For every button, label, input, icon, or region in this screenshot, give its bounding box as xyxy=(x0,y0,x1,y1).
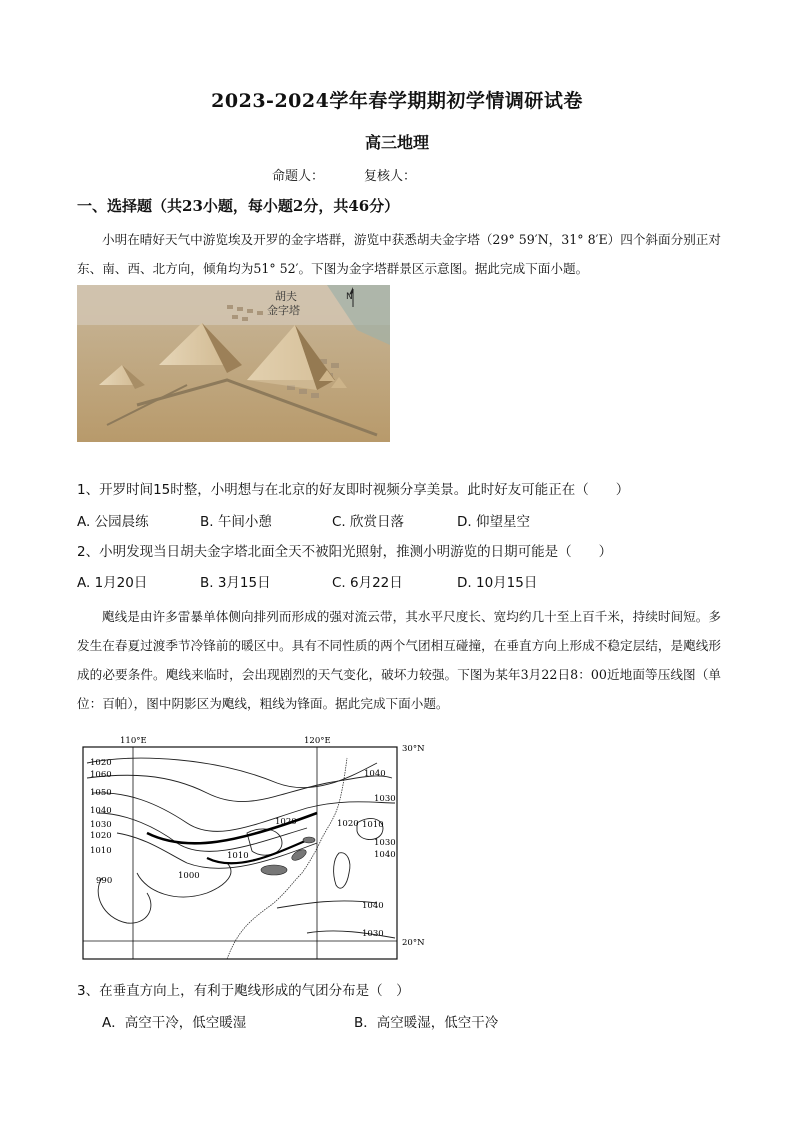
isobar-label: 1040 xyxy=(374,850,396,860)
khufu-label-line2: 金字塔 xyxy=(267,304,300,317)
q3-option-a[interactable]: A．高空干冷，低空暖湿 xyxy=(102,1015,247,1031)
isobar-label: 1010 xyxy=(90,846,112,856)
pyramid-scene-svg xyxy=(77,285,390,442)
q3-option-b[interactable]: B．高空暖湿，低空干冷 xyxy=(354,1015,499,1031)
isobar-label: 1060 xyxy=(90,770,112,780)
passage-pyramids: 小明在晴好天气中游览埃及开罗的金字塔群，游览中获悉胡夫金字塔（29° 59′N，31° 8′E）四个斜面分别正对东、南、西、北方向，倾角均为51° 52′。下图为金字塔群景区示意图。据此完成下面小题。 xyxy=(77,232,721,276)
isobar-label: 1030 xyxy=(362,929,384,939)
pyramid-scene-image xyxy=(77,285,390,442)
isobar-label: 1020 xyxy=(275,817,297,827)
lat-label-30: 30°N xyxy=(402,744,425,754)
north-label: N xyxy=(346,292,353,302)
isobar-label: 1040 xyxy=(90,806,112,816)
question-1-stem: 1、开罗时间15时整，小明想与在北京的好友即时视频分享美景。此时好友可能正在（ ） xyxy=(77,482,630,498)
section-heading: 一、选择题（共23小题，每小题2分，共46分） xyxy=(77,197,400,215)
lon-label-120: 120°E xyxy=(304,736,331,746)
isobar-label: 1040 xyxy=(364,769,386,779)
isobar-label: 1020 xyxy=(90,758,112,768)
q1-option-b[interactable]: B. 午间小憩 xyxy=(200,514,272,530)
isobar-label: 1000 xyxy=(178,871,200,881)
q2-option-a[interactable]: A. 1月20日 xyxy=(77,575,148,591)
exam-subtitle: 高三地理 xyxy=(364,133,429,152)
isobar-label: 1030 xyxy=(374,838,396,848)
isobar-label: 1020 xyxy=(337,819,359,829)
reviewer-label: 复核人： xyxy=(364,169,417,184)
q2-option-b[interactable]: B. 3月15日 xyxy=(200,575,271,591)
isobar-map xyxy=(77,733,439,963)
isobar-label: 1010 xyxy=(227,851,249,861)
isobar-label: 1030 xyxy=(374,794,396,804)
isobar-label: 1010 xyxy=(362,820,384,830)
question-2-stem: 2、小明发现当日胡夫金字塔北面全天不被阳光照射，推测小明游览的日期可能是（ ） xyxy=(77,544,613,560)
author-label: 命题人： xyxy=(272,169,325,184)
q2-option-d[interactable]: D. 10月15日 xyxy=(457,575,538,591)
question-3-stem: 3、在垂直方向上，有利于飑线形成的气团分布是（ ） xyxy=(77,983,410,999)
passage-squall-line: 飑线是由许多雷暴单体侧向排列而形成的强对流云带，其水平尺度长、宽均约几十至上百千米，持续时间短。多发生在春夏过渡季节冷锋前的暖区中。具有不同性质的两个气团相互碰撞，在垂直方向上形成不稳定层结，是飑线形成的必要条件。飑线来临时，会出现剧烈的天气变化，破坏力较强。下图为某年3月22日8：00近地面等压线图（单位：百帕），图中阴影区为飑线，粗线为锋面。据此完成下面小题。 xyxy=(77,609,721,711)
isobar-label: 1050 xyxy=(90,788,112,798)
lon-label-110: 110°E xyxy=(120,736,147,746)
khufu-label-line1: 胡夫 xyxy=(275,290,297,303)
isobar-label: 1020 xyxy=(90,831,112,841)
isobar-label: 1040 xyxy=(362,901,384,911)
q1-option-a[interactable]: A. 公园晨练 xyxy=(77,514,149,530)
author-line xyxy=(272,165,416,184)
q1-option-d[interactable]: D. 仰望星空 xyxy=(457,514,530,530)
lat-label-20: 20°N xyxy=(402,938,425,948)
q2-option-c[interactable]: C. 6月22日 xyxy=(332,575,403,591)
q1-option-c[interactable]: C. 欣赏日落 xyxy=(332,514,405,530)
exam-title: 2023-2024学年春学期期初学情调研试卷 xyxy=(211,90,583,112)
isobar-label: 1030 xyxy=(90,820,112,830)
isobar-label: 990 xyxy=(96,876,113,886)
isobar-map-svg xyxy=(77,733,439,963)
